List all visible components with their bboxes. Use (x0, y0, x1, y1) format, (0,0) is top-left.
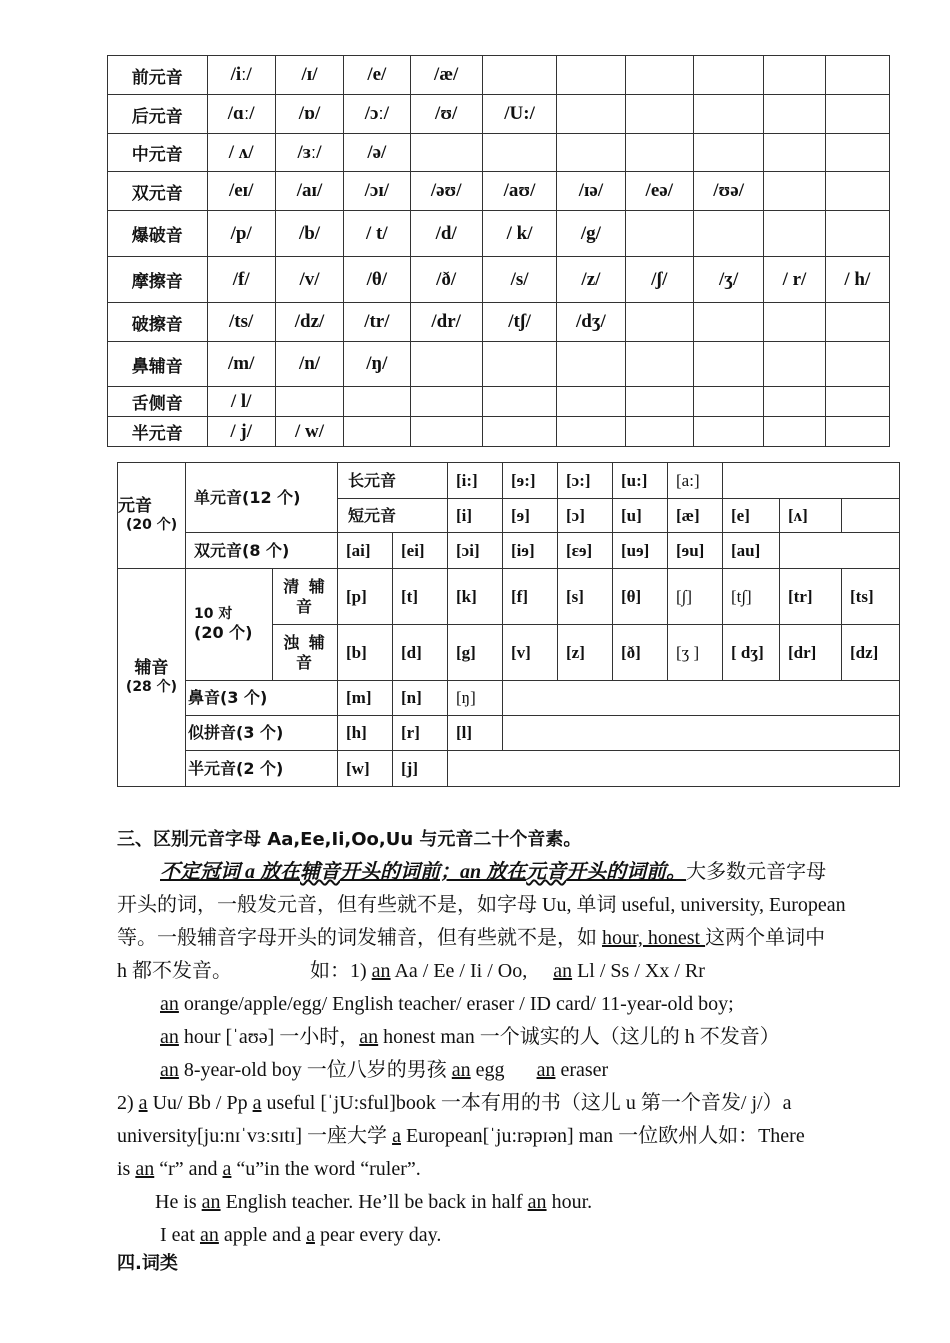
phoneme-cell (825, 56, 889, 95)
phoneme-cell: / w/ (275, 417, 343, 447)
phoneme-cell (825, 387, 889, 417)
phoneme-cell: /d/ (410, 211, 482, 257)
example-line-4 (160, 1054, 608, 1087)
voiced-cell: [z] (558, 625, 613, 681)
short-cell: [e] (723, 499, 780, 533)
voiced-cell: [g] (448, 625, 503, 681)
phoneme-row (108, 56, 890, 95)
short-cell: [ʌ] (780, 499, 842, 533)
phoneme-cell (825, 303, 889, 342)
text: pear every day. (314, 1224, 442, 1246)
text: orange/apple/egg/ English teacher/ eraser / ID card/ 11-year-old boy; (178, 993, 734, 1015)
liquid-cell: [h] (338, 716, 393, 751)
text: 2) (117, 1092, 139, 1114)
text: apple and (218, 1224, 307, 1246)
text: is (117, 1158, 136, 1180)
phoneme-cell (557, 134, 625, 172)
article-a: a (138, 1092, 148, 1114)
phoneme-cell: /m/ (207, 342, 275, 387)
phoneme-cell (764, 387, 825, 417)
phoneme-cell (693, 95, 763, 134)
article-a: a (252, 1092, 262, 1114)
text: Aa / Ee / Ii / Oo, (390, 960, 528, 982)
phoneme-row-label: 摩擦音 (108, 257, 208, 303)
empty-cell (503, 681, 900, 716)
voiceless-cell: [θ] (613, 569, 668, 625)
short-cell: [ɘ] (503, 499, 558, 533)
article-a: a (306, 1224, 315, 1246)
phoneme-cell (693, 303, 763, 342)
phoneme-cell (557, 387, 625, 417)
phoneme-row-label: 破擦音 (108, 303, 208, 342)
phoneme-cell: /f/ (207, 257, 275, 303)
voiceless-label: 清 辅 音 (273, 569, 338, 625)
phoneme-cell: /ɔɪ/ (344, 172, 410, 211)
phoneme-cell: /ŋ/ (344, 342, 410, 387)
long-cell: [a:] (668, 463, 723, 499)
voiced-label: 浊 辅 音 (273, 625, 338, 681)
article-an: an (135, 1158, 155, 1180)
rule-part-consonant: 辅音 (300, 861, 340, 883)
phoneme-cell (764, 95, 825, 134)
phoneme-cell: /ð/ (410, 257, 482, 303)
phoneme-cell (693, 387, 763, 417)
mono-vowels-label: 单元音(12 个) (186, 463, 338, 533)
diph-cell: [ɘu] (668, 533, 723, 569)
voiced-cell: [ dʒ] (723, 625, 780, 681)
liquid-cell: [l] (448, 716, 503, 751)
phoneme-cell: /ts/ (207, 303, 275, 342)
diphthongs-label: 双元音(8 个) (186, 533, 338, 569)
phoneme-cell: /e/ (344, 56, 410, 95)
article-an: an (527, 1191, 547, 1213)
diph-cell: [uɘ] (613, 533, 668, 569)
voiceless-cell: [f] (503, 569, 558, 625)
text: 如：1) (310, 960, 372, 982)
phoneme-row (108, 303, 890, 342)
phoneme-cell (764, 134, 825, 172)
phoneme-row-label: 爆破音 (108, 211, 208, 257)
semi-cell: [j] (393, 751, 448, 787)
phoneme-row-label: 前元音 (108, 56, 208, 95)
phoneme-cell: / k/ (482, 211, 556, 257)
text: hour [ˈaʊə] 一小时， (178, 1026, 360, 1048)
phoneme-cell (825, 134, 889, 172)
phoneme-cell (557, 417, 625, 447)
phoneme-row-label: 中元音 (108, 134, 208, 172)
phoneme-cell: / l/ (207, 387, 275, 417)
text: I eat (160, 1224, 200, 1246)
diph-cell: [ɔi] (448, 533, 503, 569)
rule-part: 开头的词前。 (566, 861, 687, 883)
phoneme-cell (410, 387, 482, 417)
phoneme-cell (557, 95, 625, 134)
phoneme-cell: /z/ (557, 257, 625, 303)
phoneme-cell: /g/ (557, 211, 625, 257)
article-a: a (392, 1125, 401, 1147)
text: h 都不发音。 (117, 960, 232, 982)
semivowel-label: 半元音(2 个) (186, 751, 338, 787)
pairs-label: 10 对 (20 个) (186, 569, 273, 681)
phoneme-cell (344, 417, 410, 447)
phoneme-cell (825, 95, 889, 134)
phoneme-cell (557, 342, 625, 387)
intro-text: 等。一般辅音字母开头的词发辅音，但有些就不是，如 (117, 927, 602, 949)
phoneme-cell (625, 303, 693, 342)
voiced-cell: [d] (393, 625, 448, 681)
voiceless-cell: [k] (448, 569, 503, 625)
phoneme-cell (764, 417, 825, 447)
phoneme-cell: /tʃ/ (482, 303, 556, 342)
text: egg (470, 1059, 505, 1081)
long-vowels-label: 长元音 (338, 463, 448, 499)
phoneme-cell (410, 342, 482, 387)
phoneme-cell: /U:/ (482, 95, 556, 134)
intro-line-3 (117, 922, 825, 955)
phoneme-cell (625, 342, 693, 387)
short-cell: [i] (448, 499, 503, 533)
voiceless-cell: [t∫] (723, 569, 780, 625)
intro-text: 大多数元音字母 (686, 861, 827, 883)
phoneme-cell: /ɑː/ (207, 95, 275, 134)
rule-part: 开头的词前；an 放在 (340, 861, 527, 883)
voiceless-cell: [p] (338, 569, 393, 625)
phoneme-cell (625, 387, 693, 417)
phoneme-cell: /əʊ/ (410, 172, 482, 211)
empty-cell (503, 716, 900, 751)
phoneme-cell (410, 417, 482, 447)
phoneme-cell (764, 172, 825, 211)
text: “u”in the word “ruler”. (231, 1158, 421, 1180)
phoneme-cell: /ʊə/ (693, 172, 763, 211)
intro-text: 这两个单词中 (705, 927, 826, 949)
long-cell: [i:] (448, 463, 503, 499)
text: eraser (555, 1059, 609, 1081)
text: European[ˈju:rəpɪən] man 一位欧州人如：There (400, 1125, 805, 1147)
phoneme-row (108, 95, 890, 134)
phoneme-cell: /p/ (207, 211, 275, 257)
article-rule-line (160, 856, 826, 889)
voiceless-cell: [s] (558, 569, 613, 625)
phoneme-row (108, 134, 890, 172)
phoneme-cell (693, 342, 763, 387)
text: “r” and (154, 1158, 223, 1180)
article-a: a (222, 1158, 232, 1180)
phoneme-cell: /aɪ/ (275, 172, 343, 211)
nasal-cell: [n] (393, 681, 448, 716)
text: 8-year-old boy 一位八岁的男孩 (178, 1059, 452, 1081)
phoneme-cell: /ɒ/ (275, 95, 343, 134)
phoneme-cell: /dr/ (410, 303, 482, 342)
rule-part-vowel: 元音 (526, 861, 567, 883)
phoneme-cell (557, 56, 625, 95)
voiced-cell: [b] (338, 625, 393, 681)
long-cell: [u:] (613, 463, 668, 499)
example-line-1 (117, 955, 705, 988)
phoneme-cell: /dʒ/ (557, 303, 625, 342)
text: university[ju:nɪˈvɜːsɪtɪ] 一座大学 (117, 1125, 393, 1147)
phoneme-cell (693, 56, 763, 95)
phoneme-cell: /iː/ (207, 56, 275, 95)
phoneme-cell (625, 95, 693, 134)
phoneme-row-label: 双元音 (108, 172, 208, 211)
phoneme-row-label: 鼻辅音 (108, 342, 208, 387)
phoneme-row-label: 舌侧音 (108, 387, 208, 417)
phoneme-cell (825, 342, 889, 387)
phoneme-cell: /n/ (275, 342, 343, 387)
text: English teacher. He’ll be back in half (220, 1191, 528, 1213)
phoneme-cell: /dz/ (275, 303, 343, 342)
diph-cell: [ɛɘ] (558, 533, 613, 569)
text: He is (155, 1191, 202, 1213)
example-line-3 (160, 1021, 780, 1054)
phoneme-row (108, 417, 890, 447)
short-cell: [ɔ] (558, 499, 613, 533)
empty-cell (780, 533, 900, 569)
phoneme-cell (764, 342, 825, 387)
example-line-8 (155, 1186, 592, 1219)
phoneme-row-label: 后元音 (108, 95, 208, 134)
voiced-cell: [v] (503, 625, 558, 681)
phoneme-cell: /ɜː/ (275, 134, 343, 172)
sound-classification-table (117, 462, 900, 787)
phoneme-cell (625, 56, 693, 95)
phoneme-cell: /eɪ/ (207, 172, 275, 211)
article-an: an (536, 1059, 556, 1081)
phoneme-row (108, 342, 890, 387)
voiced-cell: [ʒ ] (668, 625, 723, 681)
example-line-9 (160, 1219, 441, 1252)
phoneme-cell: /tr/ (344, 303, 410, 342)
phoneme-cell: /aʊ/ (482, 172, 556, 211)
phoneme-cell (625, 417, 693, 447)
article-an: an (371, 960, 391, 982)
phoneme-cell: /eə/ (625, 172, 693, 211)
rule-part: 不定冠词 a 放在 (160, 861, 300, 883)
section3-heading: 三、区别元音字母 Aa,Ee,Ii,Oo,Uu 与元音二十个音素。 (117, 829, 582, 850)
voiceless-cell: [ts] (842, 569, 900, 625)
example-line-5 (117, 1087, 791, 1120)
liquid-label: 似拼音(3 个) (186, 716, 338, 751)
nasal-cell: [m] (338, 681, 393, 716)
phoneme-cell: / t/ (344, 211, 410, 257)
article-an: an (451, 1059, 471, 1081)
empty-cell (842, 499, 900, 533)
text: honest man 一个诚实的人（这儿的 h 不发音） (378, 1026, 780, 1048)
phoneme-cell (482, 342, 556, 387)
text: Ll / Ss / Xx / Rr (572, 960, 705, 982)
phoneme-cell (764, 56, 825, 95)
liquid-cell: [r] (393, 716, 448, 751)
empty-cell (723, 463, 900, 499)
phoneme-cell: /ʒ/ (693, 257, 763, 303)
phoneme-row (108, 257, 890, 303)
phoneme-cell: /ɪ/ (275, 56, 343, 95)
phoneme-cell (275, 387, 343, 417)
diph-cell: [ai] (338, 533, 393, 569)
phoneme-cell: /b/ (275, 211, 343, 257)
consonants-group-label: 辅音 (28 个) (118, 569, 186, 787)
article-an: an (160, 993, 179, 1015)
phoneme-cell: /ɔː/ (344, 95, 410, 134)
voiceless-cell: [tr] (780, 569, 842, 625)
voiceless-cell: [t] (393, 569, 448, 625)
phoneme-cell: / h/ (825, 257, 889, 303)
phoneme-cell (693, 417, 763, 447)
phoneme-cell (625, 211, 693, 257)
text: useful [ˈjU:sful]book 一本有用的书（这儿 u 第一个音发/ j/）a (261, 1092, 792, 1114)
semi-cell: [w] (338, 751, 393, 787)
phoneme-cell: / j/ (207, 417, 275, 447)
article-an: an (160, 1026, 179, 1048)
phoneme-cell (410, 134, 482, 172)
phoneme-cell (764, 303, 825, 342)
diph-cell: [au] (723, 533, 780, 569)
nasal-cell: [ŋ] (448, 681, 503, 716)
article-an: an (199, 1224, 219, 1246)
phoneme-row (108, 211, 890, 257)
diph-cell: [ei] (393, 533, 448, 569)
phoneme-cell (482, 56, 556, 95)
long-cell: [ɘ:] (503, 463, 558, 499)
section4-heading: 四.词类 (117, 1253, 178, 1274)
phoneme-row (108, 172, 890, 211)
phoneme-cell (482, 387, 556, 417)
empty-cell (448, 751, 900, 787)
phoneme-cell: / ʌ/ (207, 134, 275, 172)
voiceless-cell: [∫] (668, 569, 723, 625)
phoneme-cell: /æ/ (410, 56, 482, 95)
phoneme-cell: /ɪə/ (557, 172, 625, 211)
phoneme-cell: /θ/ (344, 257, 410, 303)
phoneme-cell: /s/ (482, 257, 556, 303)
nasal-label: 鼻音(3 个) (186, 681, 338, 716)
example-line-2 (160, 988, 734, 1021)
phoneme-cell: /ʊ/ (410, 95, 482, 134)
vowels-group-label: 元音 (20 个) (118, 463, 186, 569)
short-vowels-label: 短元音 (338, 499, 448, 533)
phoneme-table (107, 55, 890, 447)
phoneme-cell (825, 211, 889, 257)
phoneme-cell (693, 134, 763, 172)
phoneme-cell (344, 387, 410, 417)
phoneme-cell (482, 134, 556, 172)
short-cell: [æ] (668, 499, 723, 533)
example-line-7 (117, 1153, 421, 1186)
hour-honest-words: hour, honest (602, 927, 706, 949)
text: hour. (546, 1191, 593, 1213)
short-cell: [u] (613, 499, 668, 533)
phoneme-row (108, 387, 890, 417)
voiced-cell: [ð] (613, 625, 668, 681)
voiced-cell: [dz] (842, 625, 900, 681)
article-an: an (553, 960, 573, 982)
intro-line-2: 开头的词，一般发元音，但有些就不是，如字母 Uu, 单词 useful, university, European (117, 894, 846, 916)
article-an: an (359, 1026, 379, 1048)
text: Uu/ Bb / Pp (147, 1092, 253, 1114)
article-an: an (201, 1191, 221, 1213)
long-cell: [ɔ:] (558, 463, 613, 499)
phoneme-cell (693, 211, 763, 257)
phoneme-cell (482, 417, 556, 447)
phoneme-cell (825, 417, 889, 447)
phoneme-cell: /v/ (275, 257, 343, 303)
article-an: an (160, 1059, 179, 1081)
voiced-cell: [dr] (780, 625, 842, 681)
phoneme-cell: /ə/ (344, 134, 410, 172)
phoneme-cell: / r/ (764, 257, 825, 303)
phoneme-cell (825, 172, 889, 211)
phoneme-cell: /ʃ/ (625, 257, 693, 303)
phoneme-cell (764, 211, 825, 257)
phoneme-cell (625, 134, 693, 172)
diph-cell: [iɘ] (503, 533, 558, 569)
example-line-6 (117, 1120, 805, 1153)
phoneme-row-label: 半元音 (108, 417, 208, 447)
